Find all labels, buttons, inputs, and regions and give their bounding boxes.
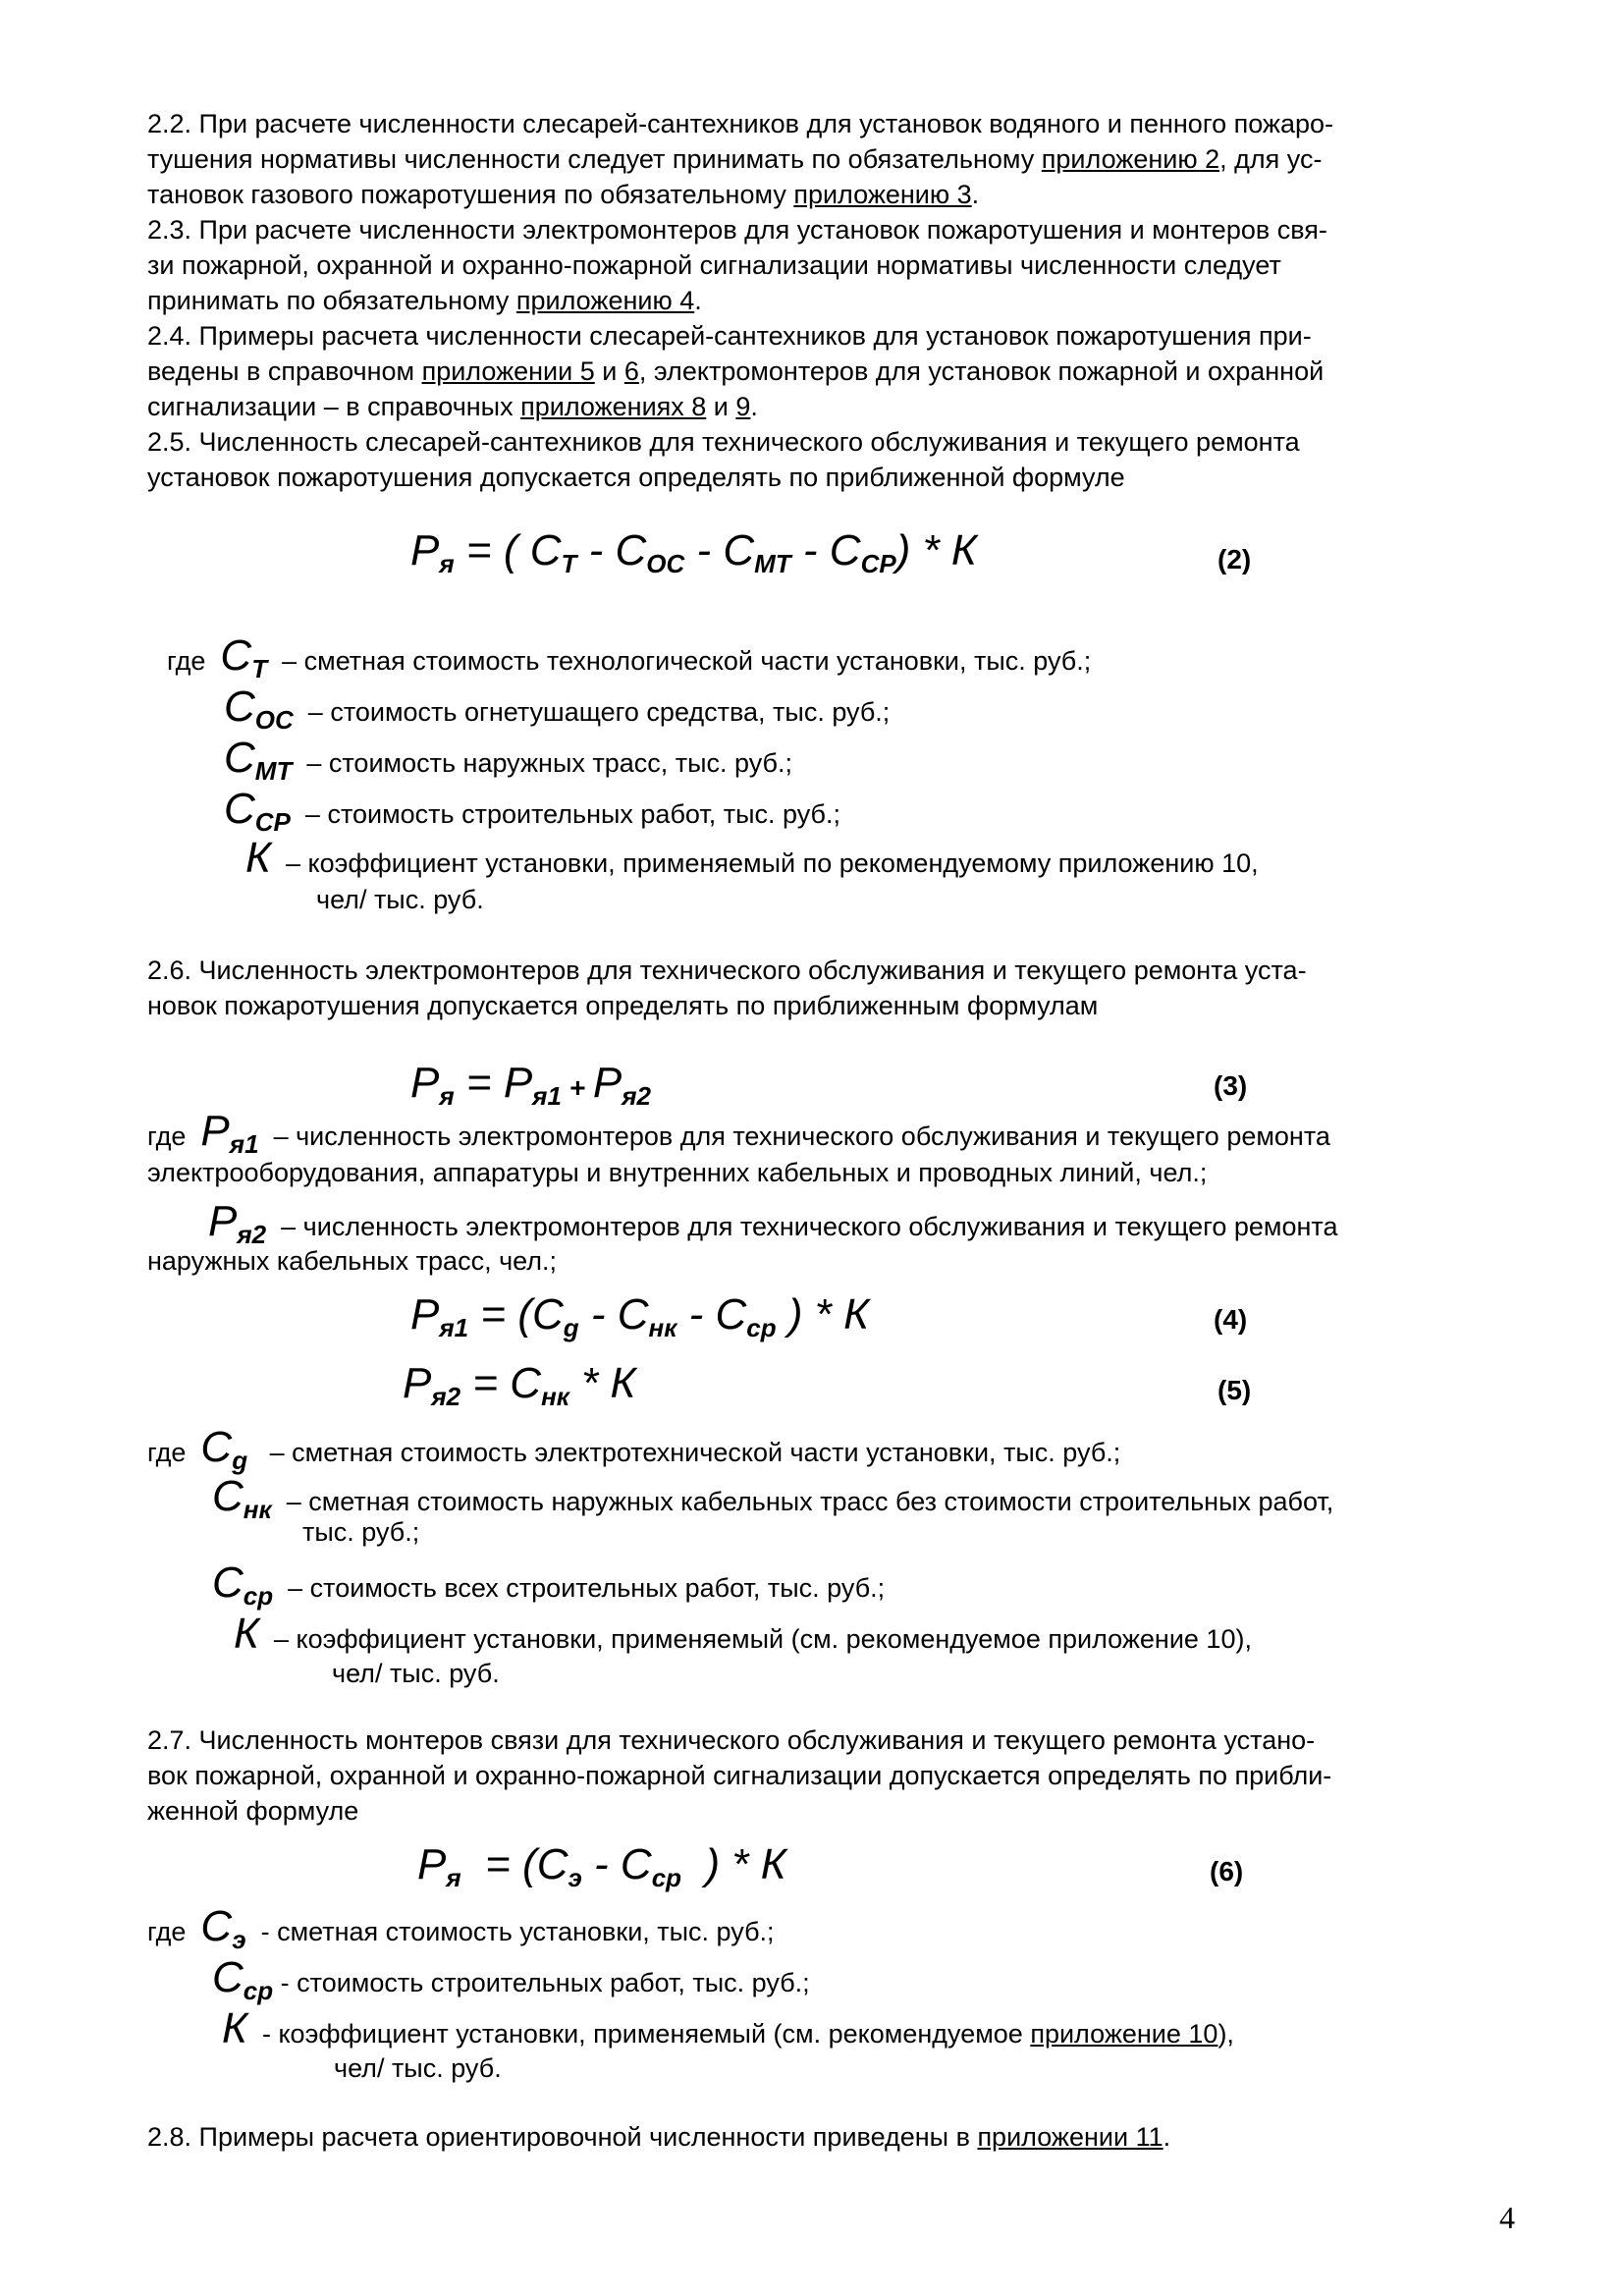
link-appendix-9[interactable]: 9	[735, 392, 751, 421]
paragraph-2-2-line-2: тушения нормативы численности следует принимать по обязательному приложению 2, для ус-	[147, 144, 1323, 174]
symbol-coc: $C_{ОС}$	[224, 683, 294, 735]
link-appendix-6[interactable]: 6	[623, 356, 639, 386]
symbol-pya2: $P_{я2}$	[208, 1197, 267, 1249]
paragraph-2-7	[147, 1722, 1502, 1829]
paragraph-2-7-line-1: 2.7. Численность монтеров связи для технического обслуживания и текущего ремонта устано-	[147, 1725, 1316, 1755]
equation-number-2: (2)	[1217, 544, 1252, 574]
paragraph-2-4-line-3: сигнализации – в справочных приложениях 8 и 9.	[147, 392, 758, 421]
equation-number-5: (5)	[1217, 1375, 1252, 1405]
symbol-ce: $C_э$	[200, 1902, 246, 1954]
symbol-k: К	[245, 834, 271, 882]
link-appendix-10[interactable]: приложение 10	[1030, 2019, 1218, 2049]
paragraph-2-3-line-2: зи пожарной, охранной и охранно-пожарной сигнализации нормативы численности следует	[147, 250, 1281, 280]
def-k: К – коэффициент установки, применяемый по рекомендуемому приложению 10,	[245, 834, 1259, 882]
paragraph-2-3-line-3: принимать по обязательному приложению 4.	[147, 286, 702, 315]
def-cnk: $C_{нк}$ – сметная стоимость наружных кабельных трасс без стоимости строительных работ,	[212, 1472, 1334, 1524]
link-appendix-4[interactable]: приложению 4	[515, 286, 695, 315]
link-appendix-5[interactable]: приложении 5	[421, 356, 595, 386]
def-pya1-continuation: электрооборудования, аппаратуры и внутренних кабельных и проводных линий, чел.;	[147, 1158, 1208, 1187]
equation-number-3: (3)	[1214, 1070, 1248, 1101]
link-appendix-2[interactable]: приложению 2	[1041, 144, 1220, 174]
formula-5: $P_{я2} = C_{нк} * К$	[403, 1359, 636, 1411]
def-k-3-continuation: чел/ тыс. руб.	[334, 2053, 502, 2083]
symbol-cmt: $C_{МТ}$	[224, 734, 293, 786]
def-pya2-continuation: наружных кабельных трасс, чел.;	[147, 1246, 558, 1276]
def-cg: где $C_g$ – сметная стоимость электротехнической части установки, тыс. руб.;	[147, 1423, 1121, 1475]
formula-4: $P_{я1} = (C_g - C_{нк} - C_{ср}$ ) * К	[410, 1290, 870, 1342]
paragraph-2-6-line-1: 2.6. Численность электромонтеров для технического обслуживания и текущего ремонта уста-	[147, 956, 1307, 985]
def-ct: где $C_Т$ – сметная стоимость технологической части установки, тыс. руб.;	[167, 631, 1092, 683]
link-appendix-8[interactable]: приложениях 8	[520, 392, 707, 421]
paragraph-2-7-line-3: женной формуле	[147, 1796, 359, 1826]
paragraph-2-4-line-1: 2.4. Примеры расчета численности слесарей-сантехников для установок пожаротушения при-	[147, 321, 1312, 351]
def-k-2-continuation: чел/ тыс. руб.	[332, 1659, 500, 1688]
symbol-cg: $C_g$	[200, 1423, 248, 1475]
def-pya2: $P_{я2}$ – численность электромонтеров для технического обслуживания и текущего ремонта	[208, 1197, 1338, 1249]
page-number: 4	[1499, 2200, 1515, 2235]
def-k-3: К - коэффициент установки, применяемый (см. рекомендуемое приложение 10),	[222, 2004, 1234, 2052]
equation-number-6: (6)	[1210, 1856, 1244, 1886]
def-csp: $C_{ср}$ – стоимость всех строительных работ, тыс. руб.;	[212, 1558, 886, 1611]
symbol-csp-2: $C_{ср}$	[212, 1953, 274, 2005]
def-k-2: К – коэффициент установки, применяемый (см. рекомендуемое приложение 10),	[234, 1610, 1252, 1658]
paragraph-2-4-line-2: ведены в справочном приложении 5 и 6, электромонтеров для установок пожарной и охранной	[147, 356, 1325, 386]
paragraph-2-5-line-1: 2.5. Численность слесарей-сантехников для технического обслуживания и текущего ремонта	[147, 427, 1300, 457]
link-appendix-3[interactable]: приложению 3	[793, 180, 972, 209]
paragraph-2-6-line-2: новок пожаротушения допускается определять по приближенным формулам	[147, 991, 1099, 1020]
def-coc: $C_{ОС}$ – стоимость огнетушащего средства, тыс. руб.;	[224, 683, 891, 735]
paragraph-2-8-line-1: 2.8. Примеры расчета ориентировочной численности приведены в приложении 11.	[147, 2122, 1171, 2152]
def-ccp: $C_{СР}$ – стоимость строительных работ, тыс. руб.;	[224, 785, 840, 837]
link-appendix-11[interactable]: приложении 11	[977, 2122, 1163, 2152]
symbol-csp: $C_{ср}$	[212, 1558, 274, 1611]
symbol-ct: $C_Т$	[220, 631, 268, 683]
formula-2: $P_я$ = ( $C_Т - C_{ОС} - C_{МТ} - C_{СР}$) * К	[410, 526, 977, 578]
def-ce: где $C_э$ - сметная стоимость установки, тыс. руб.;	[147, 1902, 775, 1954]
symbol-cnk: $C_{нк}$	[212, 1472, 272, 1524]
text-block-top	[147, 106, 1502, 495]
paragraph-2-7-line-2: вок пожарной, охранной и охранно-пожарной сигнализации допускается определять по прибли-	[147, 1761, 1332, 1790]
def-csp-2: $C_{ср}$ - стоимость строительных работ, тыс. руб.;	[212, 1953, 810, 2005]
formula-3: $P_я = P_{я1} + P_{я2}$	[410, 1059, 652, 1111]
paragraph-2-5-line-2: установок пожаротушения допускается определять по приближенной формуле	[147, 463, 1125, 492]
symbol-k-2: К	[234, 1610, 259, 1658]
paragraph-2-2-line-1: 2.2. При расчете численности слесарей-сантехников для установок водяного и пенного пожаро-	[147, 109, 1334, 138]
symbol-ccp: $C_{СР}$	[224, 785, 291, 837]
def-pya1: где $P_{я1}$ – численность электромонтеров для технического обслуживания и текущего ремонта	[147, 1107, 1330, 1159]
formula-6: $P_я = (C_э - C_{ср}$ ) * К	[417, 1840, 786, 1892]
def-cnk-continuation: тыс. руб.;	[302, 1517, 420, 1547]
equation-number-4: (4)	[1214, 1304, 1248, 1335]
paragraph-2-8	[147, 2119, 1502, 2155]
def-k-continuation: чел/ тыс. руб.	[316, 885, 484, 914]
symbol-pya1: $P_{я1}$	[200, 1107, 259, 1159]
def-cmt: $C_{МТ}$ – стоимость наружных трасс, тыс. руб.;	[224, 734, 793, 786]
paragraph-2-3-line-1: 2.3. При расчете численности электромонтеров для установок пожаротушения и монтеров свя-	[147, 215, 1327, 245]
paragraph-2-2-line-3: тановок газового пожаротушения по обязательному приложению 3.	[147, 180, 980, 209]
symbol-k-3: К	[222, 2004, 247, 2052]
paragraph-2-6	[147, 953, 1502, 1023]
